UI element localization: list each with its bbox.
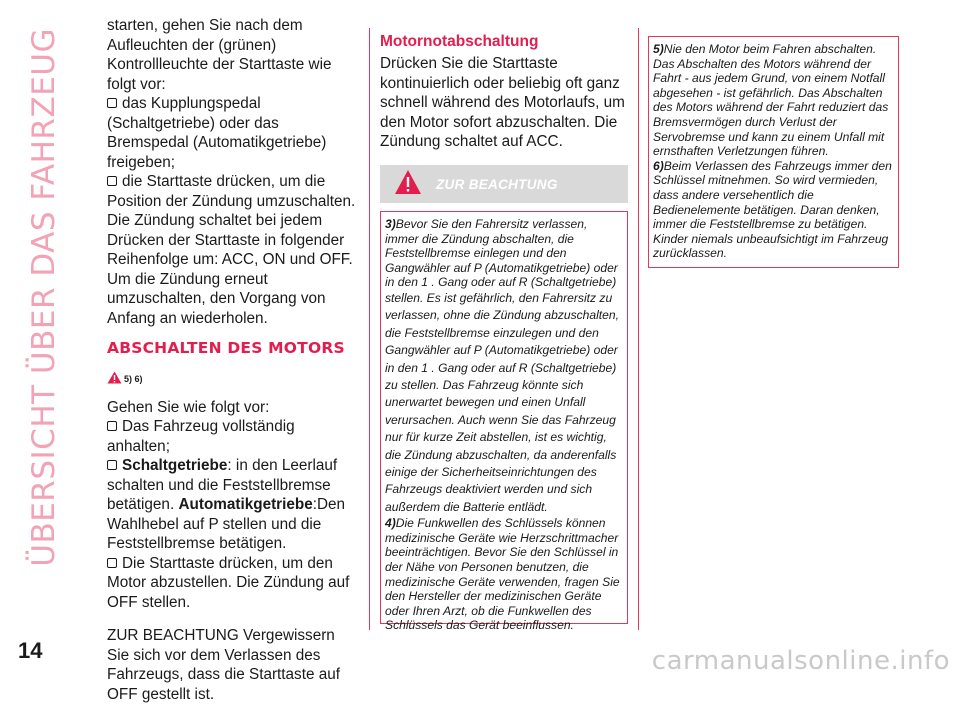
page-number: 14: [18, 638, 43, 663]
column-divider-1: [369, 28, 370, 630]
warning-reference: [107, 366, 359, 390]
steps-intro: Gehen Sie wie folgt vor:: [107, 398, 270, 416]
section-heading: ABSCHALTEN DES MOTORS: [107, 339, 345, 357]
column-divider-2: [638, 28, 639, 630]
warning-triangle-icon: [107, 371, 122, 384]
warning-refs-text: 5) 6): [124, 374, 143, 384]
bullet-item: Die Starttaste drücken, um den Motor abzustellen. Die Zündung auf OFF stellen.: [107, 554, 350, 611]
bullet-item: Das Fahrzeug vollständig anhalten;: [107, 418, 295, 455]
footnote: 6)Beim Verlassen des Fahrzeugs immer den Schlüssel mitnehmen. So wird vermieden, dass andere versehentlich die Bedienelemente betätigen. Daran denken, immer die Feststellbremse zu betätigen. Kinder niemals unbeaufsichtigt im Fahrzeug zurücklassen.: [653, 158, 892, 261]
paragraph: Drücken Sie die Starttaste kontinuierlich oder beliebig oft ganz schnell während des Motorlaufs, um den Motor sofort abzuschalten. Die Zündung schaltet auf ACC.: [380, 55, 625, 150]
paragraph: Um die Zündung erneut umzuschalten, den Vorgang von Anfang an wiederholen.: [107, 270, 326, 327]
warning-triangle-icon: [394, 169, 422, 195]
attention-banner: [380, 165, 628, 203]
checkbox-bullet-icon: [107, 460, 117, 470]
bullet-item: Schaltgetriebe: in den Leerlauf schalten und die Feststellbremse betätigen. Automatikgetriebe:Den Wahlhebel auf P stellen und die Feststellbremse betätigen.: [107, 457, 346, 552]
bullet-item: die Starttaste drücken, um die Position der Zündung umzuschalten.: [107, 173, 356, 210]
checkbox-bullet-icon: [107, 421, 117, 431]
bullet-item: das Kupplungspedal (Schaltgetriebe) oder das Bremspedal (Automatikgetriebe) freigeben;: [107, 95, 327, 171]
footnote: 5)Nie den Motor beim Fahren abschalten. Das Abschalten des Motors während der Fahrt - aus jedem Grund, von einem Notfall abgesehen - ist gefährlich. Das Abschalten des Motors während der Fahrt reduziert das Bremsvermögen durch Verlust der Servobremse und kann zu einem Unfall mit ernsthaften Verletzungen führen.: [653, 42, 889, 159]
intro-text: starten, gehen Sie nach dem Aufleuchten der (grünen) Kontrollleuchte der Starttaste wie folgt vor:: [107, 17, 332, 93]
footnote-continued: stellen. Es ist gefährlich, den Fahrersitz zu verlassen, ohne die Zündung abzuschalten, die Feststellbremse einzulegen und den Gangwähler auf P (Automatikgetriebe) oder in den 1 . Gang oder auf R (Schaltgetriebe) zu stellen. Das Fahrzeug könnte sich unerwartet bewegen und einen Unfall verursachen. Auch wenn Sie das Fahrzeug nur für kurze Zeit abstellen, ist es wichtig, die Zündung abzuschalten, da anderenfalls einige der Sicherheitseinrichtungen des Fahrzeugs deaktiviert werden und sich außerdem die Batterie entlädt.: [385, 290, 619, 514]
attention-title: ZUR BEACHTUNG: [436, 176, 558, 192]
column-left: [107, 16, 359, 704]
footnote: 4)Die Funkwellen des Schlüssels können medizinische Geräte wie Herzschrittmacher beeinträchtigen. Bevor Sie den Schlüssel in der Nähe von Personen benutzen, die medizinische Geräte verwenden, fragen Sie den Hersteller der medizinischen Geräte oder Ihren Arzt, ob die Funkwellen des Schlüssels das Gerät beeinflussen.: [385, 516, 620, 633]
paragraph: Die Zündung schaltet bei jedem Drücken der Starttaste in folgender Reihenfolge um: ACC, ON und OFF.: [107, 212, 353, 268]
note-text: ZUR BEACHTUNG Vergewissern Sie sich vor dem Verlassen des Fahrzeugs, dass die Starttaste auf OFF gestellt ist.: [107, 627, 340, 703]
checkbox-bullet-icon: [107, 176, 117, 186]
chapter-title-text: ÜBERSICHT ÜBER DAS FAHRZEUG: [26, 28, 62, 567]
column-middle: [380, 32, 630, 152]
subsection-heading: Motornotabschaltung: [380, 33, 539, 50]
footnote: 3)Bevor Sie den Fahrersitz verlassen, immer die Zündung abschalten, die Feststellbremse einlegen und den Gangwähler auf P (Automatikgetriebe) oder in den 1 . Gang oder auf R (Schaltgetriebe): [385, 217, 618, 290]
warning-box-right: [648, 36, 899, 268]
checkbox-bullet-icon: [107, 558, 117, 568]
checkbox-bullet-icon: [107, 98, 117, 108]
watermark: carmanualsonline.info: [651, 646, 950, 676]
warning-box-middle: [380, 211, 628, 633]
chapter-side-title: [22, 28, 66, 567]
